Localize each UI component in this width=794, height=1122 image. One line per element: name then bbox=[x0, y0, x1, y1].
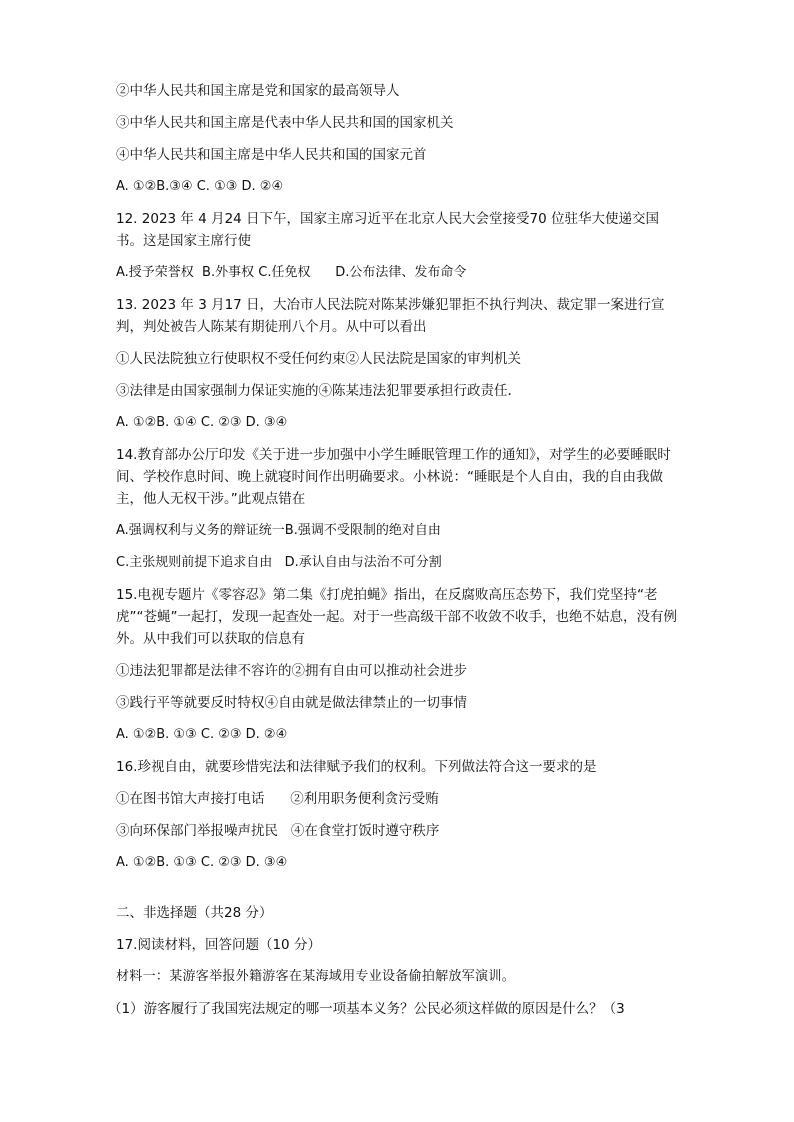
q13-statements-1: ①人民法院独立行使职权不受任何约束②人民法院是国家的审判机关 bbox=[116, 351, 521, 367]
q11-options: A. ①②B.③④ C. ①③ D. ②④ bbox=[116, 179, 284, 194]
statement-3: ③中华人民共和国主席是代表中华人民共和国的国家机关 bbox=[116, 115, 454, 131]
statement-2: ②中华人民共和国主席是党和国家的最高领导人 bbox=[116, 83, 400, 99]
q13-options: A. ①②B. ①④ C. ②③ D. ③④ bbox=[116, 415, 288, 430]
q14-options-2: C.主张规则前提下追求自由 D.承认自由与法治不可分割 bbox=[116, 555, 442, 570]
q16-statements-2: ③向环保部门举报噪声扰民 ④在食堂打饭时遵守秩序 bbox=[116, 823, 440, 839]
exam-page bbox=[108, 80, 686, 1030]
q16-options: A. ①②B. ①③ C. ②③ D. ③④ bbox=[116, 855, 288, 870]
q16-stem: 16.珍视自由，就要珍惜宪法和法律赋予我们的权利。下列做法符合这一要求的是 bbox=[116, 759, 597, 775]
q16-statements-1: ①在图书馆大声接打电话 ②利用职务便利贪污受贿 bbox=[116, 791, 439, 807]
statement-4: ④中华人民共和国主席是中华人民共和国的国家元首 bbox=[116, 147, 427, 163]
q13-stem: 13. 2023 年 3 月17 日，大冶市人民法院对陈某涉嫌犯罪拒不执行判决、裁定罪一案进行宣判，判处被告人陈某有期徒刑八个月。从中可以看出 bbox=[116, 297, 665, 335]
q17-subquestion-1: （1）游客履行了我国宪法规定的哪一项基本义务？公民必须这样做的原因是什么？（3 bbox=[108, 1001, 625, 1017]
q14-options-1: A.强调权利与义务的辩证统一B.强调不受限制的绝对自由 bbox=[116, 523, 441, 538]
q15-options: A. ①②B. ①③ C. ②③ D. ②④ bbox=[116, 727, 288, 742]
q17-stem: 17.阅读材料，回答问题（10 分） bbox=[116, 937, 321, 953]
q14-stem: 14.教育部办公厅印发《关于进一步加强中小学生睡眠管理工作的通知》，对学生的必要睡眠时间、学校作息时间、晚上就寝时间作出明确要求。小林说：“睡眠是个人自由，我的自由我做主，他人无权干涉。”此观点错在 bbox=[116, 447, 671, 507]
q15-stem: 15.电视专题片《零容忍》第二集《打虎拍蝇》指出，在反腐败高压态势下，我们党坚持“老虎”“苍蝇”一起打，发现一起查处一起。对于一些高级干部不收敛不收手，也绝不姑息，没有例外。从中我们可以获取的信息有 bbox=[116, 587, 677, 647]
q12-stem: 12. 2023 年 4 月24 日下午，国家主席习近平在北京人民大会堂接受70 位驻华大使递交国书。这是国家主席行使 bbox=[116, 211, 660, 249]
section-heading: 二、非选择题（共28 分） bbox=[116, 905, 273, 921]
material-1: 材料一：某游客举报外籍游客在某海域用专业设备偷拍解放军演训。 bbox=[116, 969, 516, 984]
q13-statements-2: ③法律是由国家强制力保证实施的④陈某违法犯罪要承担行政责任. bbox=[116, 383, 512, 399]
q12-options: A.授予荣誉权 B.外事权 C.任免权 D.公布法律、发布命令 bbox=[116, 265, 467, 280]
q15-statements-1: ①违法犯罪都是法律不容许的②拥有自由可以推动社会进步 bbox=[116, 663, 467, 679]
q15-statements-2: ③践行平等就要反时特权④自由就是做法律禁止的一切事情 bbox=[116, 695, 467, 711]
